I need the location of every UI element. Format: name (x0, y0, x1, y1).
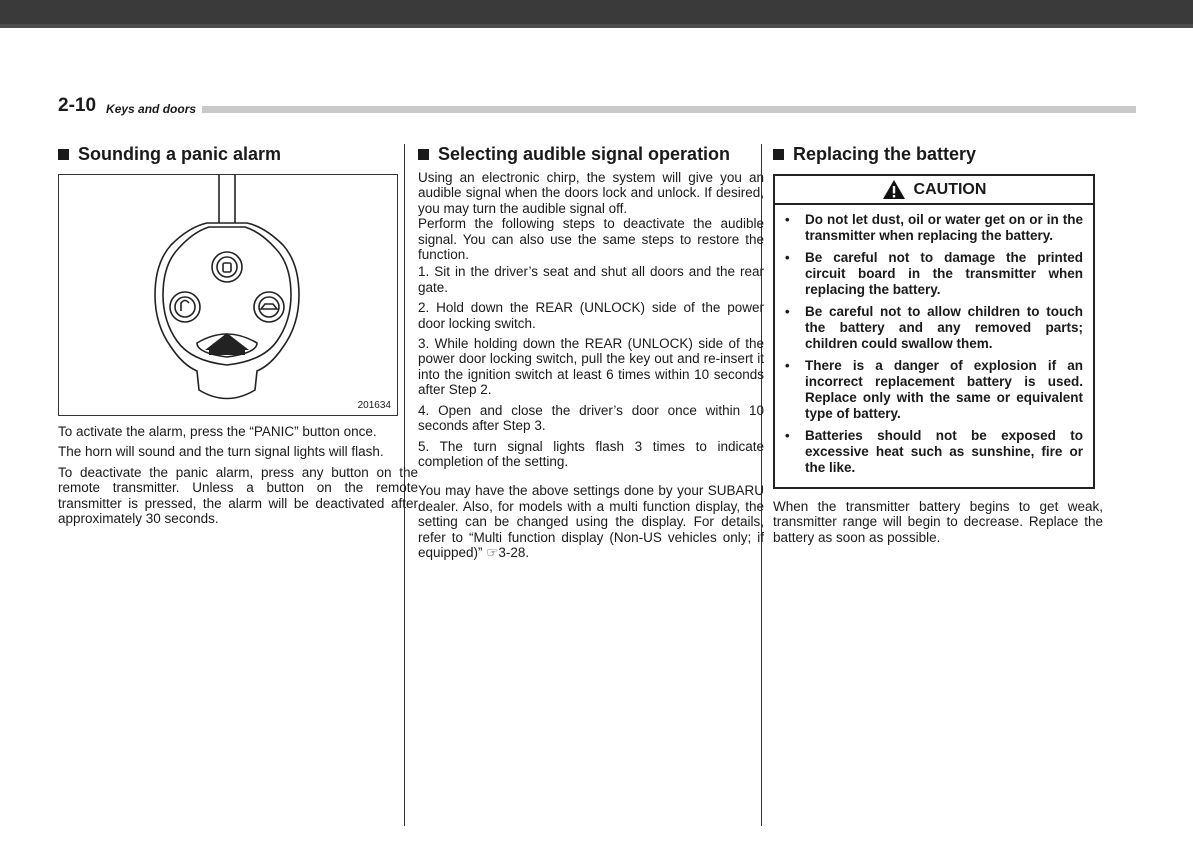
manual-page (30, 28, 1170, 858)
caution-text: Be careful not to allow children to touch the battery and any removed parts; children could swallow them. (805, 304, 1083, 351)
section-square-icon (58, 149, 69, 160)
section-replacing-battery (773, 144, 1107, 550)
paragraph: The horn will sound and the turn signal lights will flash. (58, 444, 384, 460)
list-item (785, 304, 1083, 352)
step-item: 5. The turn signal lights flash 3 times to indicate completion of the setting. (418, 438, 764, 469)
section-panic-alarm (58, 144, 418, 531)
bullet: • (785, 304, 790, 319)
list-item (785, 212, 1083, 244)
paragraph: To activate the alarm, press the “PANIC” button once. (58, 424, 377, 439)
bullet: • (785, 250, 790, 265)
section-title-text: Selecting audible signal operation (438, 144, 731, 164)
step-item: 1. Sit in the driver’s seat and shut all doors and the rear gate. (418, 264, 764, 295)
figure-number: 201634 (357, 400, 391, 411)
step-item: 3. While holding down the REAR (UNLOCK) side of the power door locking switch, pull the key out and re-insert it into the ignition switch at least 6 times within 10 seconds after Step 2. (418, 336, 764, 398)
section-audible-signal (418, 144, 773, 565)
bullet: • (785, 358, 790, 373)
list-item (785, 428, 1083, 476)
paragraph: You may have the above settings done by your SUBARU dealer. Also, for models with a multi function display, the setting can be changed using the display. For details, refer to “Multi function display (Non-US vehicles only; if equipped)” ☞3-28. (418, 483, 764, 560)
section-title-text: Replacing the battery (793, 144, 977, 164)
panic-alarm-text (58, 424, 418, 526)
caution-text: Do not let dust, oil or water get on or in the transmitter when replacing the battery. (805, 212, 1083, 243)
bullet: • (785, 212, 790, 227)
step-item: 2. Hold down the REAR (UNLOCK) side of the power door locking switch. (418, 300, 764, 331)
chapter-title: Keys and doors (106, 102, 197, 116)
document-frame (0, 24, 1193, 859)
key-remote-figure (58, 174, 398, 416)
caution-label: CAUTION (913, 180, 987, 198)
battery-text (773, 499, 1103, 545)
key-remote-illustration (59, 175, 397, 415)
page-number: 2-10 (58, 95, 97, 116)
caution-header (775, 176, 1093, 205)
list-item (785, 250, 1083, 298)
caution-box (773, 174, 1095, 489)
list-item (785, 358, 1083, 422)
audible-signal-text (418, 170, 764, 560)
section-title (773, 144, 1107, 164)
step-item: 4. Open and close the driver’s door once within 10 seconds after Step 3. (418, 402, 764, 434)
header-rule (202, 106, 1136, 113)
caution-text: Batteries should not be exposed to excessive heat such as sunshine, fire or the like. (805, 428, 1083, 475)
bullet: • (785, 428, 790, 443)
paragraph: Perform the following steps to deactivate the audible signal. You can also use the same steps to restore the function. (418, 216, 764, 263)
page-header (58, 96, 1136, 116)
warning-triangle-icon (882, 179, 906, 200)
paragraph: When the transmitter battery begins to get weak, transmitter range will begin to decrease. Replace the battery as soon as possible. (773, 499, 1103, 545)
section-square-icon (773, 149, 784, 160)
section-square-icon (418, 149, 429, 160)
section-title-text: Sounding a panic alarm (78, 144, 282, 164)
paragraph: Using an electronic chirp, the system will give you an audible signal when the doors lock and unlock. If desired, you may turn the audible signal off. (418, 170, 764, 216)
caution-text: There is a danger of explosion if an incorrect replacement battery is used. Replace only with the same or equivalent type of battery. (805, 358, 1083, 421)
caution-text: Be careful not to damage the printed circuit board in the transmitter when replacing the battery. (805, 250, 1083, 297)
section-title (418, 144, 773, 164)
section-title (58, 144, 418, 164)
paragraph: To deactivate the panic alarm, press any button on the remote transmitter. Unless a button on the remote transmitter is pressed, the alarm will be deactivated after approximately 30 seconds. (58, 464, 418, 527)
caution-list (775, 205, 1093, 487)
